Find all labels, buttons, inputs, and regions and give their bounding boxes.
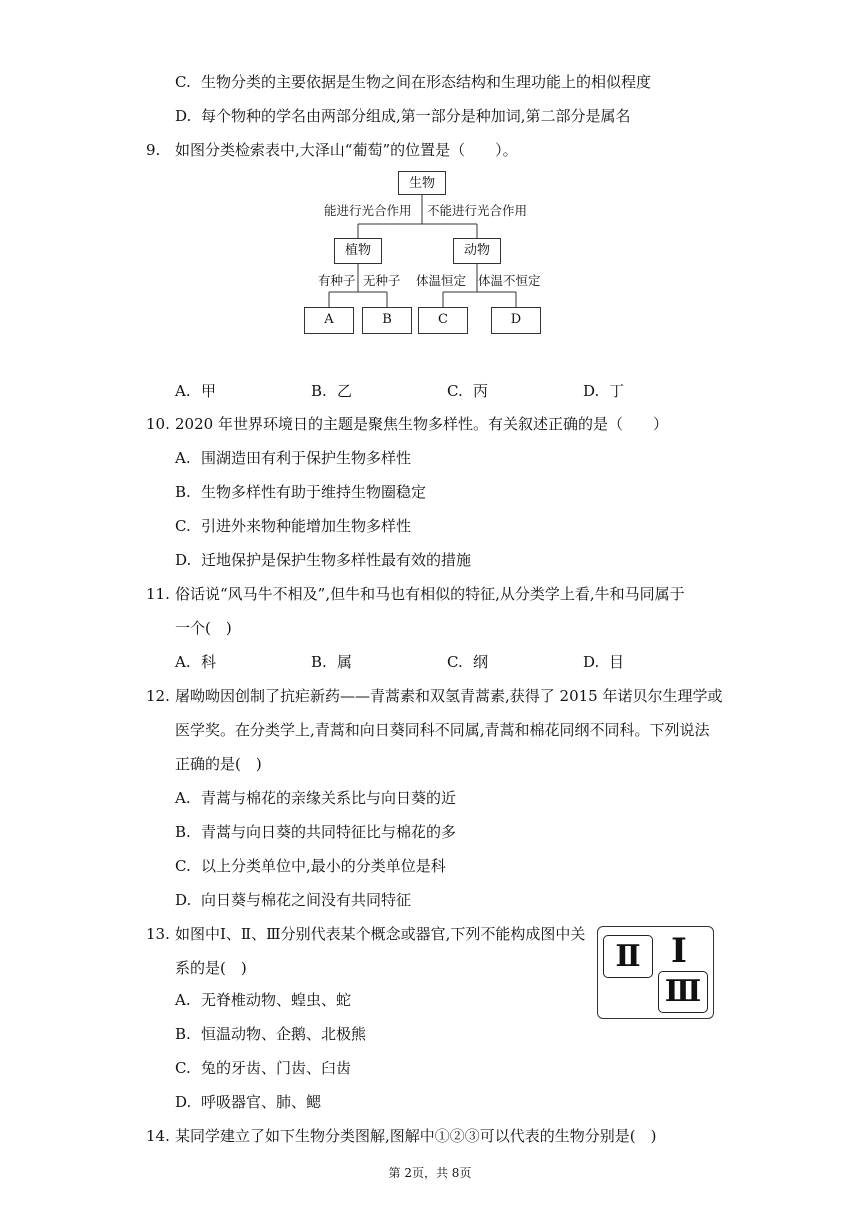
label-no-photosynthesis: 不能进行光合作用 bbox=[427, 203, 528, 218]
option-letter: B. bbox=[175, 1025, 191, 1043]
option-text: 属 bbox=[337, 653, 353, 671]
box-iii: Ⅲ bbox=[658, 971, 708, 1013]
page-footer: 第 2页，共 8页 bbox=[388, 1166, 472, 1180]
leaf-c: C bbox=[418, 307, 468, 334]
label-constant-temp: 体温恒定 bbox=[416, 273, 467, 288]
option-text: 乙 bbox=[337, 382, 353, 400]
option-letter: D. bbox=[175, 551, 192, 569]
q13-number: 13. bbox=[146, 925, 170, 943]
q11-stem-line1: 俗话说“风马牛不相及”,但牛和马也有相似的特征,从分类学上看,牛和马同属于 bbox=[175, 585, 685, 603]
option-letter: C. bbox=[175, 73, 191, 91]
label-variable-temp: 体温不恒定 bbox=[478, 273, 541, 288]
node-plant: 植物 bbox=[334, 238, 382, 264]
option-text: 丁 bbox=[609, 382, 625, 400]
q9-option-a bbox=[175, 381, 216, 401]
option-letter: B. bbox=[175, 483, 191, 501]
option-letter: A. bbox=[175, 382, 191, 400]
option-text: 丙 bbox=[473, 382, 489, 400]
label-no-seeds: 无种子 bbox=[363, 273, 401, 288]
box-ii: Ⅱ bbox=[603, 935, 653, 978]
q10-option-b bbox=[175, 482, 426, 502]
option-letter: D. bbox=[175, 1093, 192, 1111]
q11-stem-line2: 一个( ) bbox=[175, 619, 232, 637]
option-letter: B. bbox=[311, 382, 327, 400]
option-letter: A. bbox=[175, 653, 191, 671]
q11-number: 11. bbox=[146, 585, 170, 603]
option-text: 向日葵与棉花之间没有共同特征 bbox=[201, 891, 412, 909]
option-text: 迁地保护是保护生物多样性最有效的措施 bbox=[201, 551, 472, 569]
option-text: 引进外来物种能增加生物多样性 bbox=[201, 517, 412, 535]
q11-option-a bbox=[175, 652, 216, 672]
option-letter: B. bbox=[175, 823, 191, 841]
node-animal: 动物 bbox=[453, 238, 501, 264]
option-letter: C. bbox=[447, 382, 463, 400]
option-text: 青蒿与向日葵的共同特征比与棉花的多 bbox=[201, 823, 457, 841]
q12-option-d bbox=[175, 890, 411, 910]
q13-option-b bbox=[175, 1024, 366, 1044]
option-letter: A. bbox=[175, 991, 191, 1009]
option-text: 呼吸器官、肺、鳃 bbox=[201, 1093, 322, 1111]
q12-option-c bbox=[175, 856, 446, 876]
q13-stem-line2: 系的是( ) bbox=[175, 959, 247, 977]
leaf-b: B bbox=[362, 307, 412, 334]
option-letter: D. bbox=[175, 107, 192, 125]
option-text: 兔的牙齿、门齿、臼齿 bbox=[201, 1059, 352, 1077]
option-text: 青蒿与棉花的亲缘关系比与向日葵的近 bbox=[201, 789, 457, 807]
q9-option-c bbox=[447, 381, 488, 401]
option-text: 生物分类的主要依据是生物之间在形态结构和生理功能上的相似程度 bbox=[201, 73, 652, 91]
q13-option-c bbox=[175, 1058, 351, 1078]
q12-option-a bbox=[175, 788, 456, 808]
q11-option-c bbox=[447, 652, 488, 672]
label-has-seeds: 有种子 bbox=[318, 273, 356, 288]
q12-stem-line3: 正确的是( ) bbox=[175, 755, 262, 773]
option-text: 每个物种的学名由两部分组成,第一部分是种加词,第二部分是属名 bbox=[201, 107, 631, 125]
q11-option-d bbox=[583, 652, 624, 672]
option-text: 科 bbox=[201, 653, 217, 671]
option-text: 甲 bbox=[201, 382, 217, 400]
q10-option-c bbox=[175, 516, 411, 536]
option-text: 恒温动物、企鹅、北极熊 bbox=[201, 1025, 367, 1043]
q12-option-b bbox=[175, 822, 456, 842]
option-letter: C. bbox=[175, 1059, 191, 1077]
q12-stem-line2: 医学奖。在分类学上,青蒿和向日葵同科不同属,青蒿和棉花同纲不同科。下列说法 bbox=[175, 721, 710, 739]
diagram-connector-lines bbox=[0, 0, 860, 400]
option-letter: D. bbox=[583, 382, 600, 400]
option-letter: D. bbox=[583, 653, 600, 671]
q13-option-d bbox=[175, 1092, 321, 1112]
option-letter: C. bbox=[175, 857, 191, 875]
q10-option-a bbox=[175, 448, 411, 468]
option-letter: A. bbox=[175, 789, 191, 807]
option-letter: D. bbox=[175, 891, 192, 909]
q10-number: 10. bbox=[146, 415, 170, 433]
q13-stem-line1: 如图中Ⅰ、Ⅱ、Ⅲ分别代表某个概念或器官,下列不能构成图中关 bbox=[175, 925, 586, 943]
option-text: 生物多样性有助于维持生物圈稳定 bbox=[201, 483, 427, 501]
concept-relation-figure bbox=[597, 926, 714, 1019]
option-text: 目 bbox=[609, 653, 625, 671]
node-organism: 生物 bbox=[398, 171, 446, 195]
q14-stem: 某同学建立了如下生物分类图解,图解中①②③可以代表的生物分别是( ) bbox=[175, 1127, 657, 1145]
option-text: 无脊椎动物、蝗虫、蛇 bbox=[201, 991, 352, 1009]
q9-number: 9. bbox=[146, 141, 161, 159]
option-text: 围湖造田有利于保护生物多样性 bbox=[201, 449, 412, 467]
leaf-a: A bbox=[304, 307, 354, 334]
q11-option-b bbox=[311, 652, 352, 672]
option-letter: C. bbox=[175, 517, 191, 535]
q14-number: 14. bbox=[146, 1127, 170, 1145]
q13-option-a bbox=[175, 990, 351, 1010]
q10-option-d bbox=[175, 550, 471, 570]
q12-number: 12. bbox=[146, 687, 170, 705]
q9-stem: 如图分类检索表中,大泽山“葡萄”的位置是（ ）。 bbox=[175, 141, 518, 159]
label-photosynthesis: 能进行光合作用 bbox=[324, 203, 412, 218]
option-letter: A. bbox=[175, 449, 191, 467]
q9-option-b bbox=[311, 381, 352, 401]
label-i: Ⅰ bbox=[671, 931, 687, 971]
leaf-d: D bbox=[491, 307, 541, 334]
option-letter: B. bbox=[311, 653, 327, 671]
option-text: 纲 bbox=[473, 653, 489, 671]
option-letter: C. bbox=[447, 653, 463, 671]
option-text: 以上分类单位中,最小的分类单位是科 bbox=[201, 857, 446, 875]
q9-option-d bbox=[583, 381, 624, 401]
q12-stem-line1: 屠呦呦因创制了抗疟新药——青蒿素和双氢青蒿素,获得了 2015 年诺贝尔生理学或 bbox=[175, 687, 723, 705]
q10-stem: 2020 年世界环境日的主题是聚焦生物多样性。有关叙述正确的是（ ） bbox=[175, 415, 668, 433]
